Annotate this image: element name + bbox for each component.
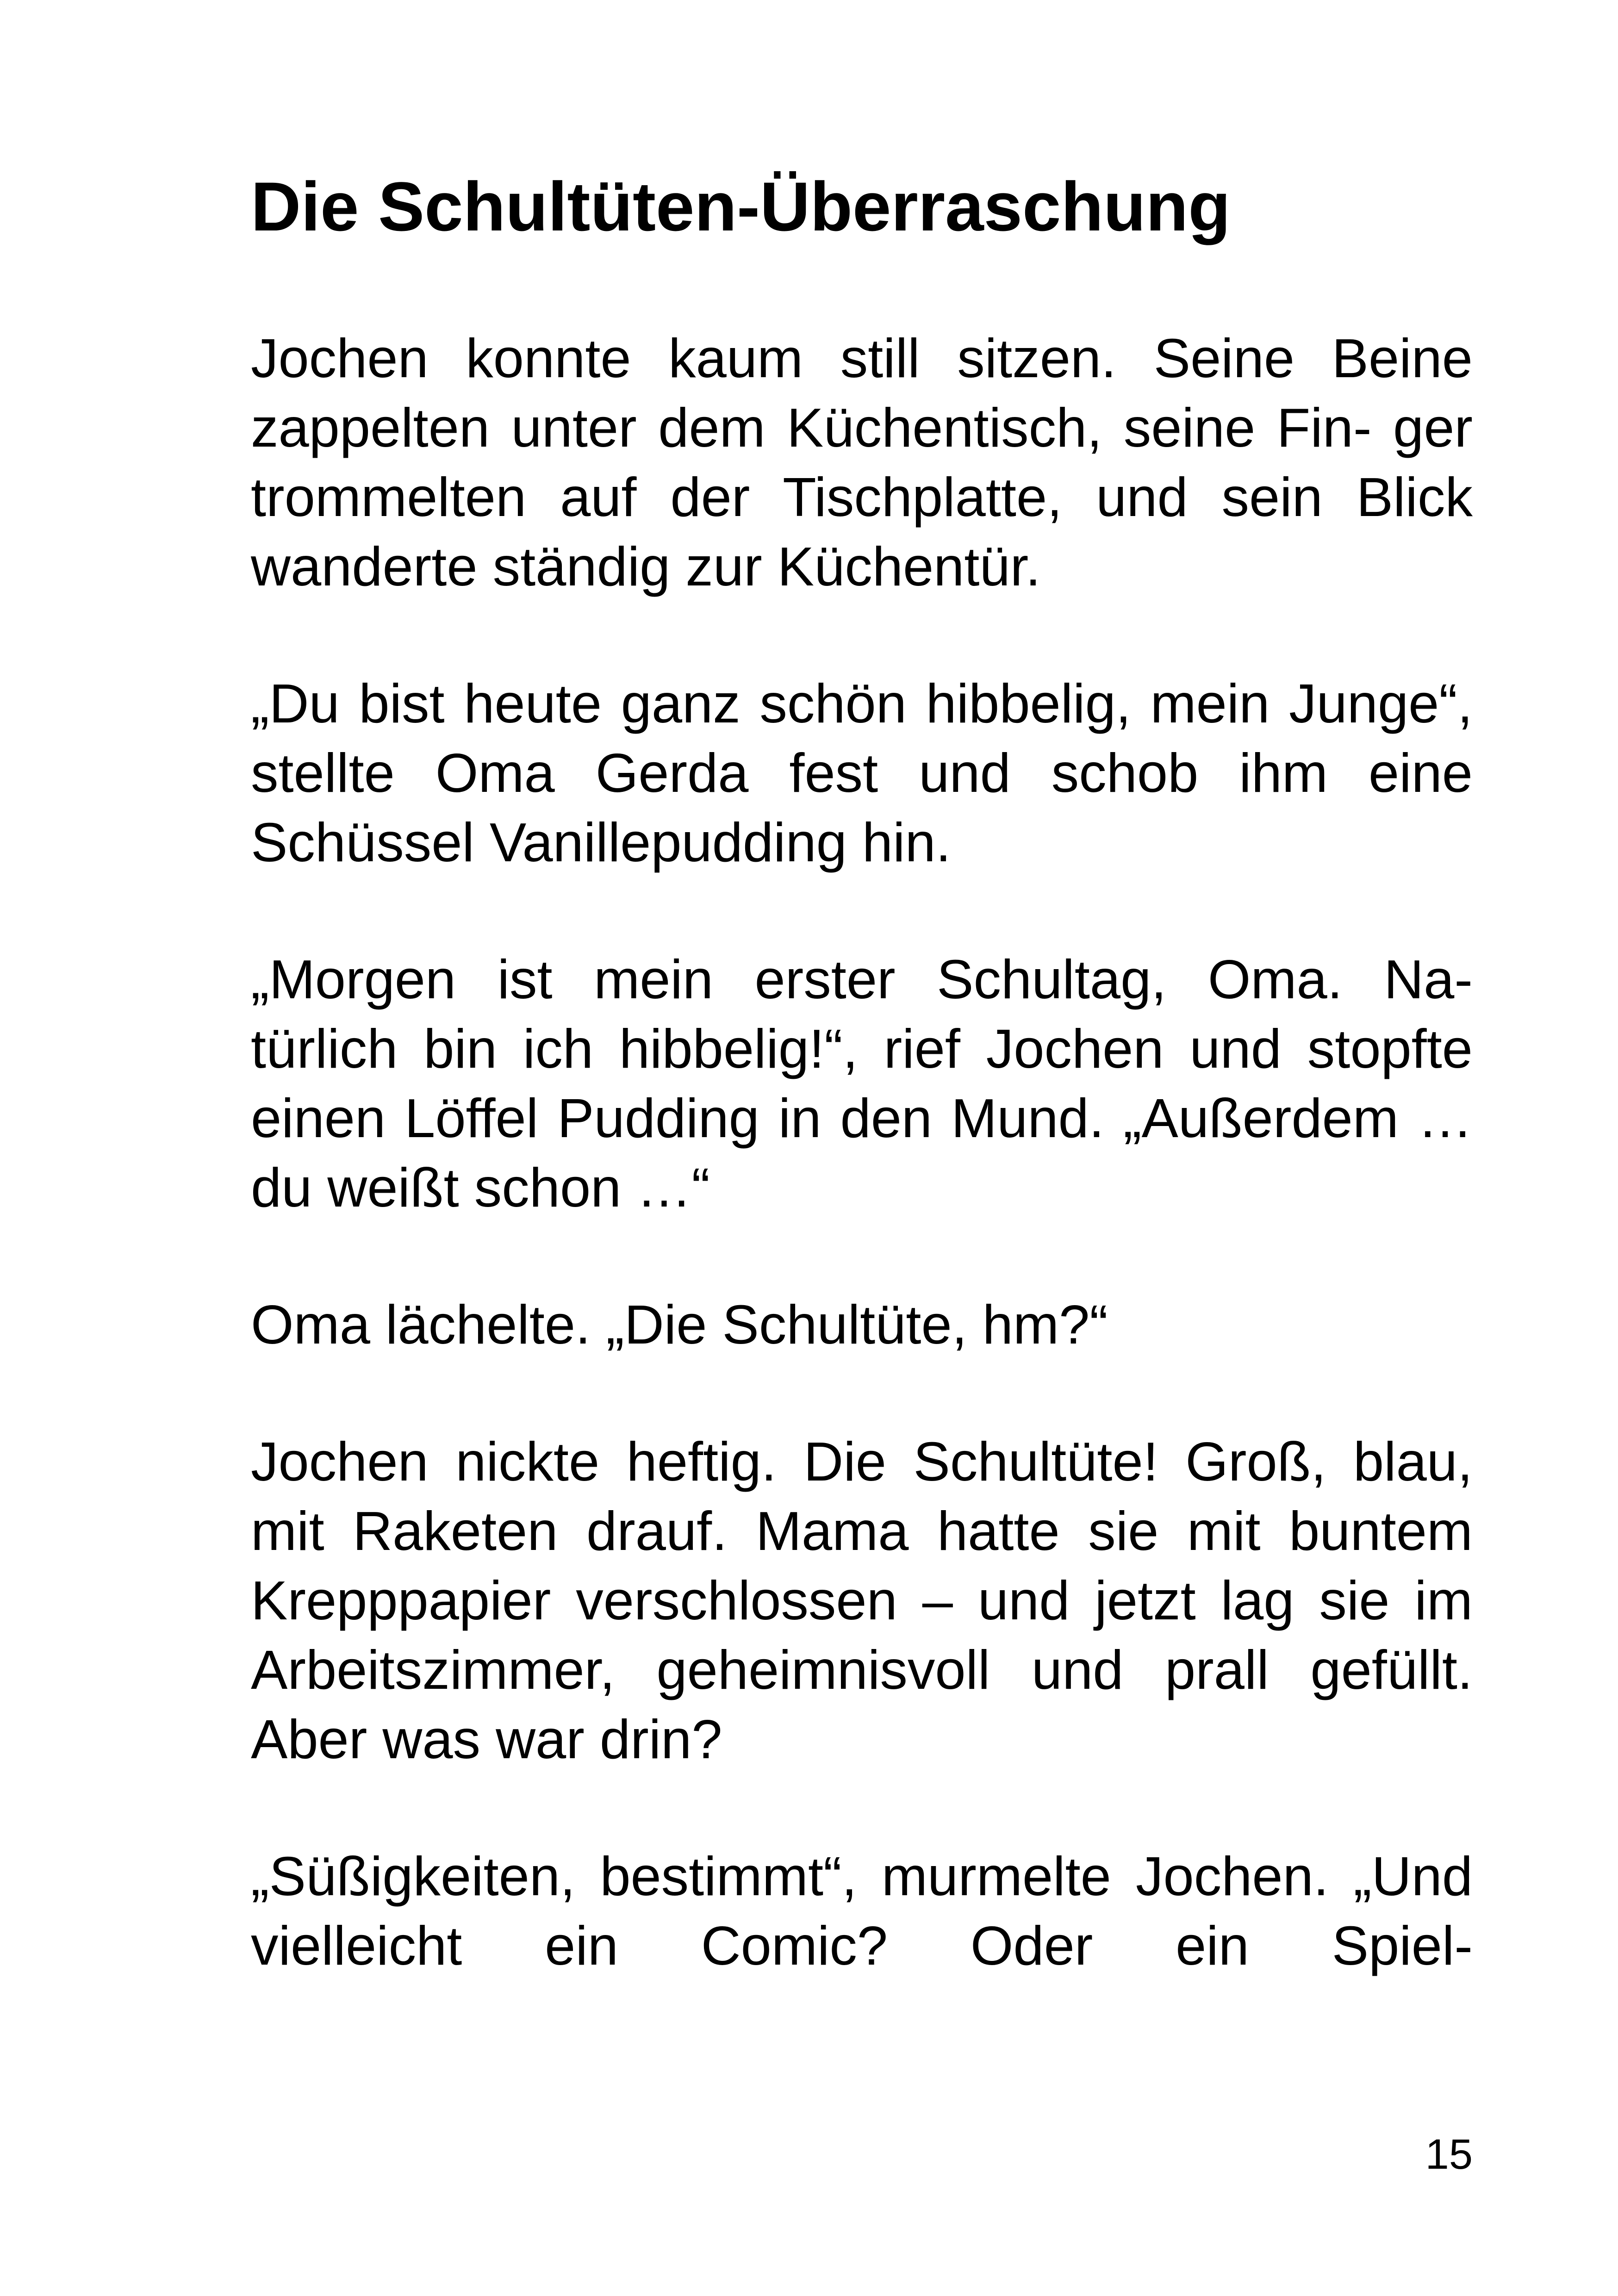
paragraph-2: „Du bist heute ganz schön hibbelig, mein Junge“, stellte Oma Gerda fest und schob ihm eine Schüssel Vanillepudding hin. xyxy=(251,673,1473,873)
paragraph-4: Oma lächelte. „Die Schultüte, hm?“ xyxy=(251,1294,1108,1356)
paragraph-3: „Morgen ist mein erster Schultag, Oma. Na- türlich bin ich hibbelig!“, rief Jochen und stopfte einen Löffel Pudding in den Mund. „Außerdem … du weißt schon …“ xyxy=(251,949,1473,1219)
spacer xyxy=(251,877,1473,945)
spacer xyxy=(251,1774,1473,1842)
page-number: 15 xyxy=(1425,2131,1473,2178)
spacer xyxy=(251,1360,1473,1427)
spacer xyxy=(251,1223,1473,1290)
paragraph-6: „Süßigkeiten, bestimmt“, murmelte Jochen. „Und vielleicht ein Comic? Oder ein Spiel- xyxy=(251,1846,1473,1977)
chapter-title: Die Schultüten-Überraschung xyxy=(251,168,1231,245)
paragraph-1: Jochen konnte kaum still sitzen. Seine Beine zappelten unter dem Küchentisch, seine Fin- ger trommelten auf der Tischplatte, und sein Blick wanderte ständig zur Küchentür. xyxy=(251,328,1473,597)
paragraph-5: Jochen nickte heftig. Die Schultüte! Groß, blau, mit Raketen drauf. Mama hatte sie mit buntem Krepppapier verschlossen – und jetzt lag sie im Arbeitszimmer, geheimnisvoll und prall gefüllt. Aber was war drin? xyxy=(251,1431,1473,1770)
text-column xyxy=(251,165,1473,1981)
spacer xyxy=(251,602,1473,669)
spacer xyxy=(251,248,1473,324)
